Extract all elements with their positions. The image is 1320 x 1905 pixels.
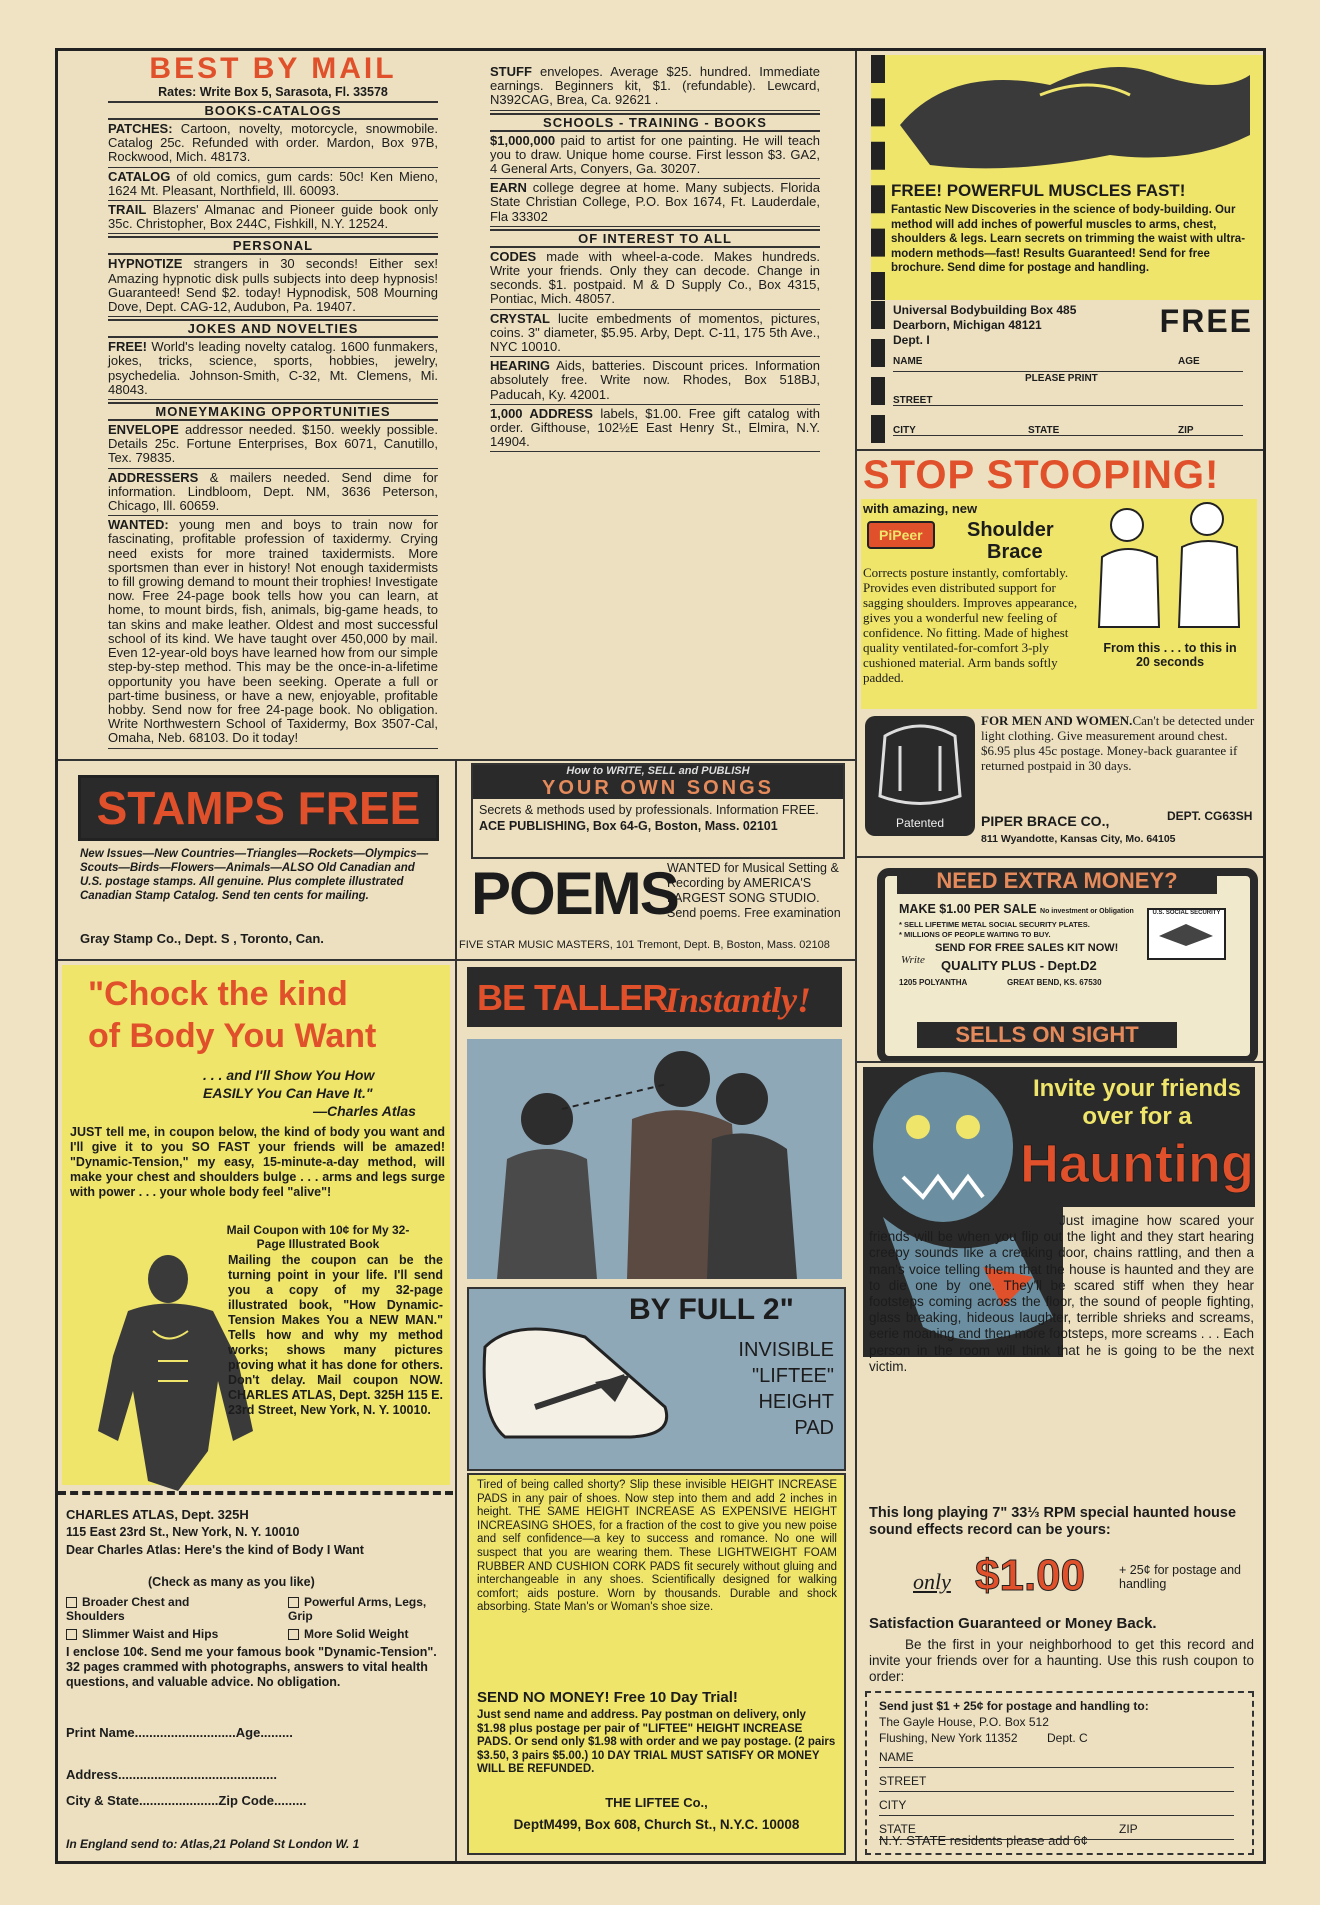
haunting-coupon <box>865 1691 1254 1855</box>
atlas-opt-label: Broader Chest and Shoulders <box>66 1595 190 1623</box>
classified-item <box>108 257 438 317</box>
taller-pad: PAD <box>794 1417 834 1439</box>
taller-byfull: BY FULL 2" <box>629 1293 794 1326</box>
atlas-check: (Check as many as you like) <box>148 1575 315 1589</box>
stooping-product1: Shoulder <box>967 519 1054 541</box>
stamps-body: New Issues—New Countries—Triangles—Rockets—Olympics—Scouts—Birds—Flowers—Animals—ALSO Old Canadian and U.S. postage stamps. All genuine. Plus complete illustrated Canadian Stamp Catalog. Send ten cents for mailing. <box>80 848 429 902</box>
classified-item-key: FREE! <box>108 339 147 355</box>
atlas-coupon3: Dear Charles Atlas: Here's the kind of Body I Want <box>66 1543 364 1557</box>
taller-yellow-panel <box>467 1473 846 1855</box>
haunting-body: Just imagine how scared your friends will be when you flip out the light and they start hearing creepy sounds like a creaking door, chains rattling, and then a man's voice telling them that the house is haunted and they are to die one by one. They'll be scared stiff when they hear footsteps coming across the floor, the sound of people fighting, glass breaking, hideous laughter, terrible shrieks and screams, eerie moaning and then more footsteps, more screams . . . Each person in the room will think that he is going to be the next victim. <box>869 1213 1254 1374</box>
classified-item-text: made with wheel-a-code. Makes hundreds. Write your friends. Only they can decode. Change in seconds. $1. postpaid. M & D Supply Co., Box 4315, Pontiac, Mich. 48057. <box>490 248 820 307</box>
classified-item-text: lucite embedments of momentos, pictures, coins. 3" diameter, $5.95. Arby, Dept. C-11, 175 5th Ave., NYC 10010. <box>490 310 820 355</box>
muscles-name-label: NAME <box>893 356 923 367</box>
eagle-icon <box>1149 916 1224 954</box>
haunting-ad <box>857 1063 1263 1861</box>
classified-item-text: strangers in 30 seconds! Either sex! Amazing hypnotic disk pulls subjects into deep hypnosis! Guaranteed! Send $2. today! Hypnodisk, 508 Mourning Dove, Dept. CAG-12, Audubon, Pa. 19407. <box>108 256 438 315</box>
haunting-street-label: STREET <box>879 1774 927 1788</box>
muscles-state-label: STATE <box>1028 425 1060 436</box>
classifieds-column-1 <box>108 53 438 751</box>
songs-top: How to WRITE, SELL and PUBLISH <box>473 765 843 777</box>
haunting-only: only <box>913 1569 951 1594</box>
classified-item <box>490 407 820 453</box>
poems-address: FIVE STAR MUSIC MASTERS, 101 Tremont, Dept. B, Boston, Mass. 02108 <box>459 939 830 951</box>
stooping-caption: From this . . . to this in 20 seconds <box>1103 641 1237 669</box>
classified-item <box>108 518 438 748</box>
money-city: GREAT BEND, KS. 67530 <box>1007 978 1102 987</box>
classified-item-text: labels, $1.00. Free gift catalog with order. Gifthouse, 102½E East Henry St., Elmira, N.Y. 14904. <box>490 405 820 450</box>
money-b2: * MILLIONS OF PEOPLE WAITING TO BUY. <box>899 930 1051 939</box>
poems-body: WANTED for Musical Setting & Recording by AMERICA'S LARGEST SONG STUDIO. Send poems. Free examination <box>667 861 841 920</box>
songs-poems-ad <box>457 761 857 961</box>
classified-item-key: HEARING <box>490 358 550 374</box>
haunting-street-field[interactable] <box>879 1769 1234 1792</box>
stooping-forwho: FOR MEN AND WOMEN. <box>981 713 1133 728</box>
classified-item-key: $1,000,000 <box>490 132 556 148</box>
taller-title1: BE TALLER <box>477 977 668 1018</box>
muscles-age-label: AGE <box>1178 356 1200 367</box>
atlas-headline1: "Chock the kind <box>88 975 348 1013</box>
classified-section-heading: JOKES AND NOVELTIES <box>108 319 438 338</box>
checkbox-icon[interactable] <box>66 1597 77 1608</box>
brace-image <box>865 716 975 836</box>
muscles-street-field[interactable] <box>893 387 1243 406</box>
haunting-dept: Dept. C <box>1047 1731 1088 1745</box>
taller-body2: Just send name and address. Pay postman on delivery, only $1.98 plus postage per pair of "LIFTEE" HEIGHT INCREASE PADS. Or send only $1.98 with order and we pay postage. (2 pairs $3.50, 3 pairs $5.00.) 10 DAY TRIAL MUST SATISFY OR MONEY WILL BE REFUNDED. <box>477 1709 836 1776</box>
man-posture-illustration <box>1087 497 1252 637</box>
stooping-headline: STOP STOOPING! <box>863 453 1220 497</box>
haunting-record: This long playing 7" 33⅓ RPM special haunted house sound effects record can be yours: <box>869 1505 1237 1538</box>
classified-item <box>108 122 438 168</box>
atlas-address-field[interactable]: Address............................................ <box>66 1767 277 1782</box>
haunting-city-label: CITY <box>879 1798 907 1812</box>
taller-title2: Instantly! <box>665 980 812 1020</box>
stamps-company: Gray Stamp Co., Dept. S , Toronto, Can. <box>80 931 324 946</box>
atlas-opt-label: More Solid Weight <box>304 1627 409 1641</box>
shoulder-brace-ad <box>857 451 1263 858</box>
haunting-invite1: Invite your friends <box>1032 1075 1242 1102</box>
haunting-city: Flushing, New York 11352 <box>879 1731 1018 1745</box>
taller-body: Tired of being called shorty? Slip these invisible HEIGHT INCREASE PADS in any pair of shoes. Now step into them and add 2 inches in height. THE SAME HEIGHT INCREASE AS EXPENSIVE HEIGHT INCREASING SHOES, for a fraction of the cost to give you new poise and self confidence—a key to success and romance. No one will suspect that you are wearing them. These LIGHTWEIGHT FOAM RUBBER AND CUSHION CORK PADS fit securely without gluing and interchangeable in any shoes. Scientifically designed for walking comfort; aids posture. Worn by thousands. Durable and shock absorbing. State Man's or Woman's shoe size. <box>477 1479 837 1614</box>
muscles-company: Universal Bodybuilding Box 485 <box>893 303 1077 317</box>
patented-label: Patented <box>895 816 945 830</box>
money-bottom: SELLS ON SIGHT <box>917 1022 1177 1048</box>
stooping-address: 811 Wyandotte, Kansas City, Mo. 64105 <box>981 833 1176 845</box>
atlas-england: In England send to: Atlas,21 Poland St London W. 1 <box>66 1837 360 1851</box>
classified-item-key: WANTED: <box>108 517 169 533</box>
classified-section-heading: SCHOOLS - TRAINING - BOOKS <box>490 113 820 132</box>
money-line1-text: MAKE $1.00 PER SALE <box>899 902 1037 916</box>
classified-item <box>108 170 438 201</box>
classified-item <box>108 471 438 517</box>
stamps-ad <box>58 761 457 961</box>
taller-trial: SEND NO MONEY! Free 10 Day Trial! <box>477 1689 738 1706</box>
poems-title: POEMS <box>471 860 678 927</box>
atlas-enclose: I enclose 10¢. Send me your famous book "Dynamic-Tension". 32 pages crammed with photographs, answers to vital health questions, and valuable advice. No obligation. <box>66 1645 437 1689</box>
songs-box <box>471 763 845 859</box>
taller-invisible: INVISIBLE <box>738 1339 834 1361</box>
classifieds-title: BEST BY MAIL <box>149 52 397 85</box>
songs-body: Secrets & methods used by professionals. Information FREE. <box>479 803 819 817</box>
classified-item-text: paid to artist for one painting. He will teach you to draw. Unique home course. First lesson $3. GA2, 4 General Arts, Conyers, Ga. 30207. <box>490 132 820 177</box>
classified-item-text: World's leading novelty catalog. 1600 funmakers, jokes, tricks, science, sports, hobbies, jewelry, psychedelia. Johnson-Smith, C-32, Mt. Clemens, Mi. 48043. <box>108 339 438 397</box>
charles-atlas-ad <box>58 961 457 1861</box>
classified-item-key: PATCHES: <box>108 121 173 136</box>
classified-item-text: Cartoon, novelty, motorcycle, snowmobile. Catalog 25c. Refunded with order. Mardon, Box 97B, Rockwood, Mich. 48173. <box>108 121 438 165</box>
muscles-headline: FREE! POWERFUL MUSCLES FAST! <box>891 181 1186 200</box>
atlas-headline2: of Body You Want <box>88 1017 377 1055</box>
atlas-sub1: . . . and I'll Show You How <box>203 1067 375 1083</box>
classified-item-key: CODES <box>490 248 537 264</box>
classified-item-key: ADDRESSERS <box>108 469 199 485</box>
muscles-address <box>893 303 1076 348</box>
haunting-state-label: STATE <box>879 1822 916 1836</box>
shoe-panel <box>467 1287 846 1471</box>
haunting-price: $1.00 <box>975 1551 1086 1600</box>
classified-section-heading: PERSONAL <box>108 236 438 255</box>
card-label: U.S. SOCIAL SECURITY <box>1152 910 1221 916</box>
muscles-ad <box>857 51 1263 451</box>
atlas-sub2: EASILY You Can Have It." <box>203 1085 373 1101</box>
classified-item-key: EARN <box>490 180 527 196</box>
stooping-brand-badge: PiPeer <box>867 521 935 549</box>
muscles-city-field[interactable] <box>893 417 1243 436</box>
be-taller-ad <box>457 961 857 1861</box>
songs-address: ACE PUBLISHING, Box 64-G, Boston, Mass. 02101 <box>479 819 778 833</box>
classified-item-text: Blazers' Almanac and Pioneer guide book only 35c. Christopher, Box 244C, Fishkill, N.Y. 12524. <box>108 202 438 232</box>
taller-liftee: "LIFTEE" <box>752 1365 834 1387</box>
classified-item <box>490 134 820 180</box>
muscles-coupon <box>871 301 1263 443</box>
classifieds-column-2 <box>490 65 820 454</box>
classified-item <box>108 340 438 400</box>
classified-section-heading: BOOKS-CATALOGS <box>108 101 438 120</box>
classified-item <box>490 181 820 227</box>
couple-illustration <box>467 1039 842 1279</box>
stooping-dept: DEPT. CG63SH <box>1167 809 1253 823</box>
brace-icon <box>865 716 975 811</box>
money-write: Write <box>901 954 925 966</box>
haunting-invite2: over for a <box>1082 1103 1192 1130</box>
taller-photo <box>467 1039 842 1279</box>
atlas-coupon1: CHARLES ATLAS, Dept. 325H <box>66 1507 249 1522</box>
money-b1: * SELL LIFETIME METAL SOCIAL SECURITY PLATES. <box>899 920 1090 929</box>
classified-item-key: CRYSTAL <box>490 310 550 326</box>
classified-section-heading: OF INTEREST TO ALL <box>490 229 820 248</box>
classified-item-key: ENVELOPE <box>108 422 179 438</box>
muscles-city-label: CITY <box>893 425 916 436</box>
classified-item-text: young men and boys to train now for fascinating, profitable profession of taxidermy. Crying need exists for more trained taxidermists. More sportsmen than ever in history! Not enough taxidermists to fill growing demand to mount their trophies! Investigate now. Free 24-page book tells how you can learn, at home, to mount birds, fish, animals, big-game heads, to tan skins and make leather. Oldest and most successful school of its kind. We have taught over 450,000 by mail. Even 12-year-old boys have learned how from our simple step-by-step method. This may be the once-in-a-lifetime opportunity you have been seeking. Operate a full or part-time business, or have a new, enjoyable, profitable hobby. Send now for free 24-page book. No obligation. Write Northwestern School of Taxidermy, Box 3507-Cal, Omaha, Neb. 68103. Do it today! <box>108 517 438 746</box>
haunting-name-field[interactable] <box>879 1745 1234 1768</box>
classified-item <box>490 359 820 405</box>
haunting-company: The Gayle House, P.O. Box 512 <box>879 1715 1049 1729</box>
classified-item-text: college degree at home. Many subjects. Florida State Christian College, P.O. Box 1674, Ft. Lauderdale, Fla 33302 <box>490 180 820 224</box>
classified-item-key: STUFF <box>490 64 532 79</box>
money-send: SEND FOR FREE SALES KIT NOW! <box>935 942 1119 954</box>
atlas-body: JUST tell me, in coupon below, the kind of body you want and I'll give it to you SO FAST your friends will be amazed! "Dynamic-Tension," my easy, 15-minute-a-day method, will make your chest and shoulders bulge . . . arms and legs surge with power . . . your whole body feel "alive"! <box>70 1125 445 1199</box>
atlas-print-name[interactable]: Print Name............................Age......... <box>66 1725 293 1740</box>
atlas-opt-1[interactable] <box>288 1595 448 1623</box>
muscles-zip-label: ZIP <box>1178 425 1194 436</box>
classified-item-key: CATALOG <box>108 168 171 184</box>
extra-money-ad <box>857 858 1263 1063</box>
stooping-company: PIPER BRACE CO., <box>981 813 1110 829</box>
muscles-print-label: PLEASE PRINT <box>1025 373 1098 384</box>
classified-item <box>108 423 438 469</box>
stamps-title: STAMPS FREE <box>78 775 439 841</box>
muscles-body: Fantastic New Discoveries in the science of body-building. Our method will add inches of powerful muscles to arms, chest, shoulders & legs. Learn secrets on trimming the waist with ultra-modern methods—fast! Results Guaranteed! Send for free brochure. Send dime for postage and handling. <box>891 204 1246 274</box>
classified-item-key: HYPNOTIZE <box>108 256 183 272</box>
money-address: 1205 POLYANTHA <box>899 978 968 987</box>
atlas-coupon2: 115 East 23rd St., New York, N. Y. 10010 <box>66 1525 300 1539</box>
classified-item <box>490 250 820 310</box>
money-line1 <box>899 902 1134 916</box>
atlas-opt-3[interactable] <box>288 1627 448 1641</box>
muscles-street-label: STREET <box>893 395 933 406</box>
comic-ad-page <box>55 48 1266 1864</box>
classified-item-text: of old comics, gum cards: 50c! Ken Mieno, 1624 Mt. Pleasant, Northfield, Ill. 60093. <box>108 168 438 198</box>
haunting-city-field[interactable] <box>879 1793 1234 1816</box>
checkbox-icon[interactable] <box>66 1629 77 1640</box>
haunting-satisfaction: Satisfaction Guaranteed or Money Back. <box>869 1615 1157 1632</box>
classified-item-text: Aids, batteries. Discount prices. Information absolutely free. Write now. Rhodes, Box 518BJ, Paducah, Ky. 42001. <box>490 358 820 402</box>
money-note: No investment or Obligation <box>1040 908 1134 915</box>
taller-header <box>467 967 842 1027</box>
money-company: QUALITY PLUS - Dept.D2 <box>941 958 1097 973</box>
muscles-name-field[interactable] <box>893 353 1243 372</box>
stooping-body2 <box>981 713 1257 773</box>
money-title: NEED EXTRA MONEY? <box>897 868 1217 894</box>
haunting-title: Haunting <box>1020 1134 1254 1194</box>
muscles-free: FREE <box>1159 303 1253 339</box>
classified-item-key: TRAIL <box>108 202 147 218</box>
classifieds-block <box>58 51 857 761</box>
muscles-dept: Dept. I <box>893 333 930 347</box>
haunting-first: Be the first in your neighborhood to get this record and invite your friends over for a haunting. Use this rush coupon to order: <box>869 1637 1254 1684</box>
classified-item <box>108 203 438 234</box>
classifieds-rates: Rates: Write Box 5, Sarasota, Fl. 33578 <box>158 85 388 99</box>
classified-item-text: & mailers needed. Send dime for information. Lindbloom, Dept. NM, 3636 Peterson, Chicago, Ill. 60659. <box>108 469 438 514</box>
classified-item-text: envelopes. Average $25. hundred. Immediate earnings. Beginners kit, $1. (refundable). Lewcard, N392CAG, Brea, Ca. 92621 . <box>490 64 820 108</box>
atlas-mailhead: Mail Coupon with 10¢ for My 32-Page Illustrated Book <box>226 1223 410 1251</box>
atlas-opt-0[interactable] <box>66 1595 246 1623</box>
atlas-sig: —Charles Atlas <box>313 1103 416 1119</box>
atlas-opt-label: Slimmer Waist and Hips <box>82 1627 219 1641</box>
haunting-postage: + 25¢ for postage and handling <box>1119 1563 1241 1591</box>
haunting-tax: N.Y. STATE residents please add 6¢ <box>879 1833 1088 1848</box>
songs-title: YOUR OWN SONGS <box>473 777 843 799</box>
taller-company: THE LIFTEE Co., <box>605 1795 708 1810</box>
muscles-city: Dearborn, Michigan 48121 <box>893 318 1042 332</box>
taller-height: HEIGHT <box>758 1391 834 1413</box>
atlas-opt-label: Powerful Arms, Legs, Grip <box>288 1595 427 1623</box>
classified-item-text: addressor needed. $150. weekly possible. Details 25c. Fortune Enterprises, Box 6071, Canutillo, Tex. 79835. <box>108 422 438 466</box>
atlas-body2: Mailing the coupon can be the turning point in your life. I'll send you a copy of my 32-page illustrated book, "How Dynamic-Tension Makes You a NEW MAN." Tells how and why my method works; shows many pictures proving what it has done for others. Don't delay. Mail coupon NOW. CHARLES ATLAS, Dept. 325H 115 E. 23rd Street, New York, N. Y. 10010. <box>228 1253 443 1417</box>
flexed-arm-illustration <box>890 55 1260 175</box>
haunting-zip-label: ZIP <box>1119 1822 1138 1836</box>
classified-section-heading: MONEYMAKING OPPORTUNITIES <box>108 402 438 421</box>
checkbox-icon[interactable] <box>288 1597 299 1608</box>
social-security-card <box>1147 908 1226 960</box>
atlas-opt-2[interactable] <box>66 1627 286 1641</box>
haunting-name-label: NAME <box>879 1750 914 1764</box>
classified-item <box>490 65 820 111</box>
haunting-send: Send just $1 + 25¢ for postage and handling to: <box>879 1699 1149 1713</box>
stooping-product2: Brace <box>987 541 1043 563</box>
classified-item-key: 1,000 ADDRESS <box>490 405 593 421</box>
checkbox-icon[interactable] <box>288 1629 299 1640</box>
muscles-yellow-panel <box>871 55 1263 300</box>
stooping-body2-text: Can't be detected under light clothing. Give measurement around chest. $6.95 plus 45c postage. Money-back guarantee if returned postpaid in 30 days. <box>981 713 1255 773</box>
stooping-with: with amazing, new <box>863 501 978 516</box>
atlas-coupon <box>58 1491 453 1861</box>
classified-item <box>490 312 820 358</box>
atlas-city-field[interactable]: City & State......................Zip Code......... <box>66 1793 307 1808</box>
taller-address: DeptM499, Box 608, Church St., N.Y.C. 10008 <box>513 1817 800 1832</box>
stooping-body: Corrects posture instantly, comfortably. Provides even distributed support for sagging shoulders. Improves appearance, gives you a wonderful new feeling of confidence. No fitting. Made of highest quality ventilated-for-comfort 3-ply cushioned material. Arm bands softly padded. <box>863 565 1078 685</box>
